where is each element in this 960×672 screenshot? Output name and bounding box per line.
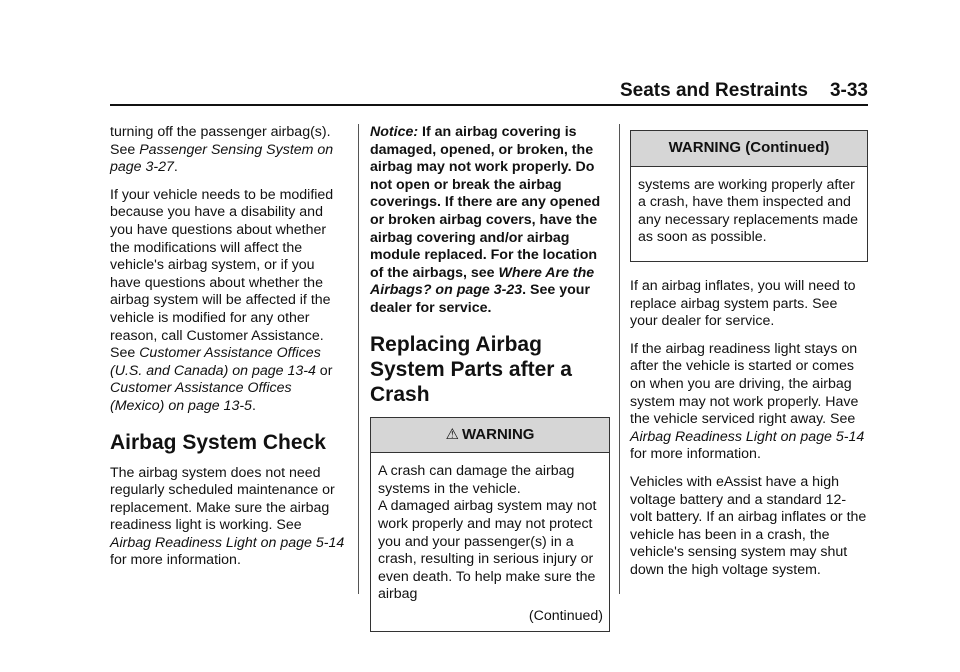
warning-box: [370, 417, 610, 633]
column-3: [630, 124, 868, 589]
paragraph: If your vehicle needs to be modified because you have a disability and you have questions about whether the modifications will affect the vehicle's airbag system, or if you have questions about whether the airbag system will be affected if the vehicle is modified for any other reason, call Customer Assistance. See Customer Assistance Offices (U.S. and Canada) on page 13-4 or Customer Assistance Offices (Mexico) on page 13-5.: [110, 186, 334, 414]
warning-text: A crash can damage the airbag systems in the vehicle.: [378, 463, 575, 497]
warning-header: [371, 418, 609, 454]
notice-label: Notice:: [370, 124, 419, 140]
column-divider-2: [619, 124, 620, 594]
column-divider-1: [358, 124, 359, 594]
paragraph: turning off the passenger airbag(s). See Passenger Sensing System on page 3-27.: [110, 124, 334, 176]
column-1: [110, 124, 346, 580]
warning-text: systems are working properly after a crash, have them inspected and any necessary replacements made as soon as possible.: [638, 176, 859, 246]
section-heading: Replacing Airbag System Parts after a Crash: [370, 332, 572, 406]
warning-title: WARNING: [461, 425, 535, 443]
cross-reference-link[interactable]: Customer Assistance Offices (U.S. and Canada) on page 13-4: [110, 345, 321, 379]
notice-paragraph: Notice: If an airbag covering is damaged, opened, or broken, the airbag may not work properly. Do not open or break the airbag coverings. If there are any opened or broken airbag covers, have the airbag covering and/or airbag module replaced. For the location of the airbags, see Where Are the Airbags? on page 3-23. See your dealer for service.: [370, 124, 601, 316]
paragraph: If an airbag inflates, you will need to replace airbag system parts. See your dealer for service.: [630, 277, 856, 330]
cross-reference-link[interactable]: Where Are the Airbags? on page 3-23: [370, 264, 595, 299]
warning-body: [631, 167, 867, 261]
column-2: [370, 124, 610, 632]
warning-triangle-icon: ⚠: [445, 425, 459, 443]
continued-label: (Continued): [528, 607, 603, 624]
section-title: Seats and Restraints: [620, 80, 808, 101]
paragraph: Vehicles with eAssist have a high voltage battery and a standard 12-volt battery. If an airbag inflates or the vehicle has been in a crash, the vehicle's sensing system may shut down the high voltage system.: [630, 473, 867, 578]
cross-reference-link[interactable]: Airbag Readiness Light on page 5-14: [630, 428, 865, 445]
paragraph: The airbag system does not need regularly scheduled maintenance or replacement. Make sure the airbag readiness light is working. See Airbag Readiness Light on page 5-14 for more information.: [110, 464, 345, 569]
header-rule: [110, 104, 868, 106]
section-heading: Airbag System Check: [110, 430, 326, 454]
page-number: 3-33: [829, 80, 868, 101]
warning-header: WARNING (Continued): [631, 131, 867, 167]
cross-reference-link[interactable]: Customer Assistance Offices (Mexico) on page 13-5: [110, 380, 292, 414]
warning-text: A damaged airbag system may not work properly and may not protect you and your passenger(s) in a crash, resulting in serious injury or even death. To help make sure the airbag: [378, 498, 597, 603]
cross-reference-link[interactable]: Passenger Sensing System on page 3-27: [110, 141, 334, 176]
page-header: [110, 80, 868, 104]
warning-box-continued: [630, 130, 868, 262]
warning-body: [371, 453, 609, 631]
paragraph: If the airbag readiness light stays on after the vehicle is started or comes on when you are driving, the airbag system may not work properly. Have the vehicle serviced right away. See Airbag Readiness Light on page 5-14 for more information.: [630, 340, 865, 463]
cross-reference-link[interactable]: Airbag Readiness Light on page 5-14: [110, 534, 345, 551]
